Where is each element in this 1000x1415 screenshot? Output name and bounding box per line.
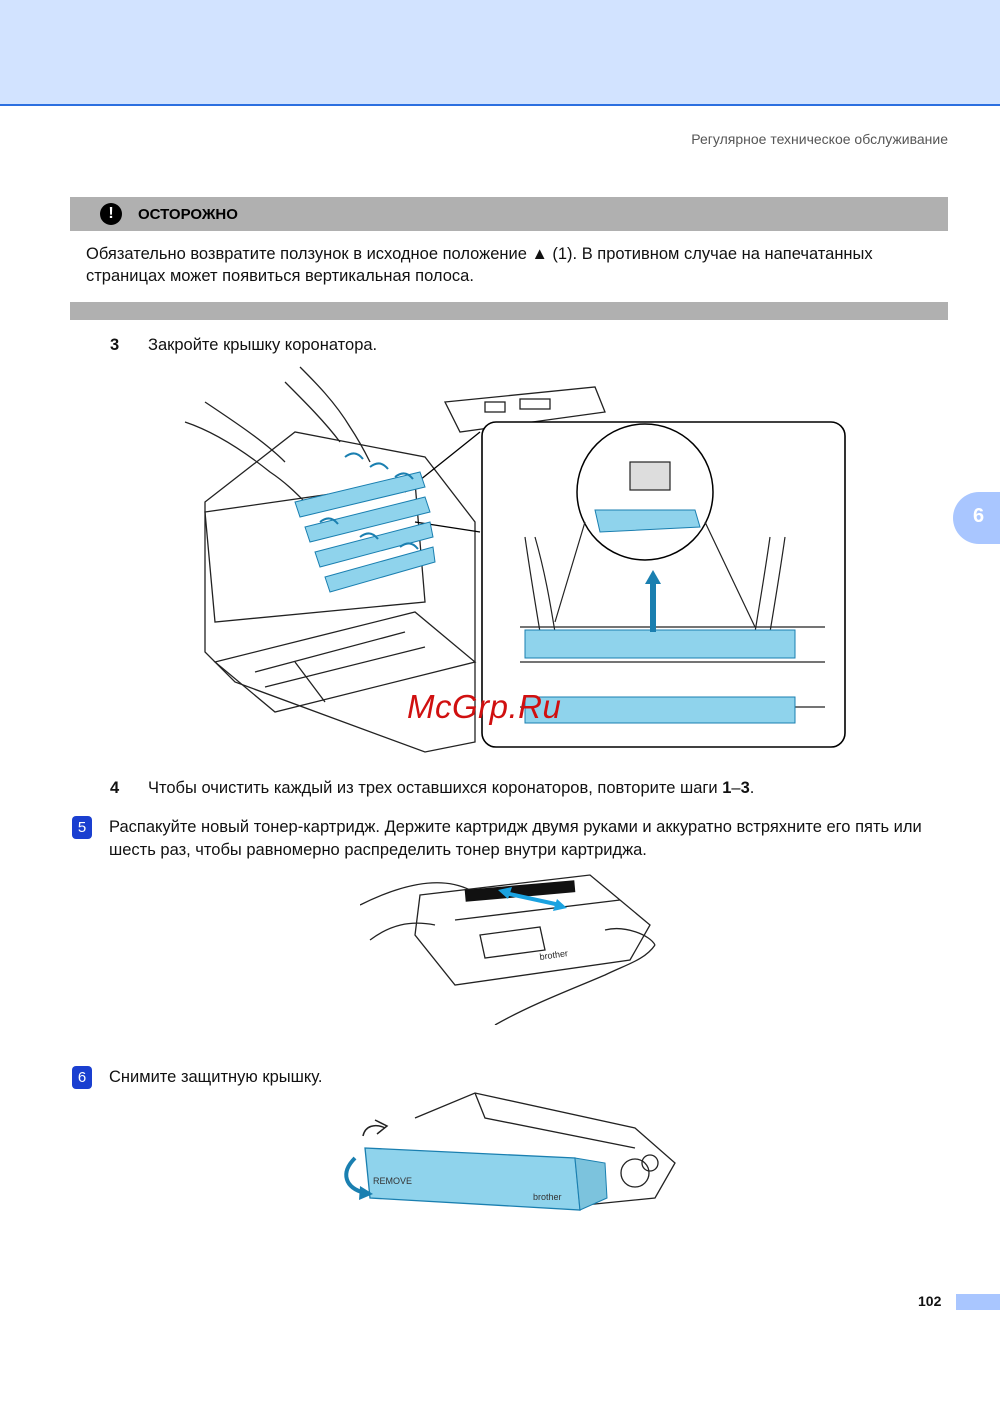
step-badge: 5 xyxy=(72,816,92,839)
step-text: Снимите защитную крышку. xyxy=(109,1068,323,1086)
panel-button xyxy=(485,402,505,412)
page-tab xyxy=(956,1294,1000,1310)
caution-text: Обязательно возвратите ползунок в исходное положение ▲ (1). В противном случае на напечатанных страницах может появиться вертикальная полоса. xyxy=(86,245,873,285)
header-band xyxy=(0,0,1000,106)
step-number: 3 xyxy=(110,336,120,354)
hand-right xyxy=(300,367,370,462)
cover-brand: brother xyxy=(533,1192,562,1202)
chapter-number: 6 xyxy=(973,505,985,527)
caution-footer-bar xyxy=(70,302,948,320)
cover-label: REMOVE xyxy=(373,1176,413,1186)
step-text-end: . xyxy=(749,779,755,797)
step-badge: 6 xyxy=(72,1066,92,1089)
step-text: Распакуйте новый тонер-картридж. Держите картридж двумя руками и аккуратно встряхните его пять или шесть раз, чтобы равномерно распределить тонер внутри картриджа. xyxy=(109,818,922,859)
page-number: 102 xyxy=(918,1293,942,1309)
step-number: 4 xyxy=(110,779,120,797)
remove-cover-illustration xyxy=(335,1088,685,1218)
step-text: Чтобы очистить каждый из трех оставшихся коронаторов, повторите шаги xyxy=(148,779,723,797)
caution-title: ОСТОРОЖНО xyxy=(138,206,238,223)
panel-display xyxy=(520,399,550,409)
chapter-tab xyxy=(953,492,1000,544)
step-ref: 3 xyxy=(740,779,750,797)
step-4 xyxy=(110,779,754,798)
shake-cartridge-illustration xyxy=(360,865,660,1025)
exclamation-icon: ! xyxy=(100,203,122,225)
step-3 xyxy=(110,336,377,355)
hand-left xyxy=(185,422,305,502)
step-5 xyxy=(72,816,952,862)
step-dash: – xyxy=(731,779,741,797)
detail-circle xyxy=(577,424,713,560)
step-6 xyxy=(72,1066,952,1089)
chapter-title: Регулярное техническое обслуживание xyxy=(691,131,948,147)
tray-details xyxy=(255,632,425,702)
step-text: Закройте крышку коронатора. xyxy=(148,336,378,354)
cartridge-brand: brother xyxy=(538,948,569,962)
caution-header xyxy=(70,197,948,231)
watermark: McGrp.Ru xyxy=(407,688,562,725)
step-ref: 1 xyxy=(722,779,732,797)
